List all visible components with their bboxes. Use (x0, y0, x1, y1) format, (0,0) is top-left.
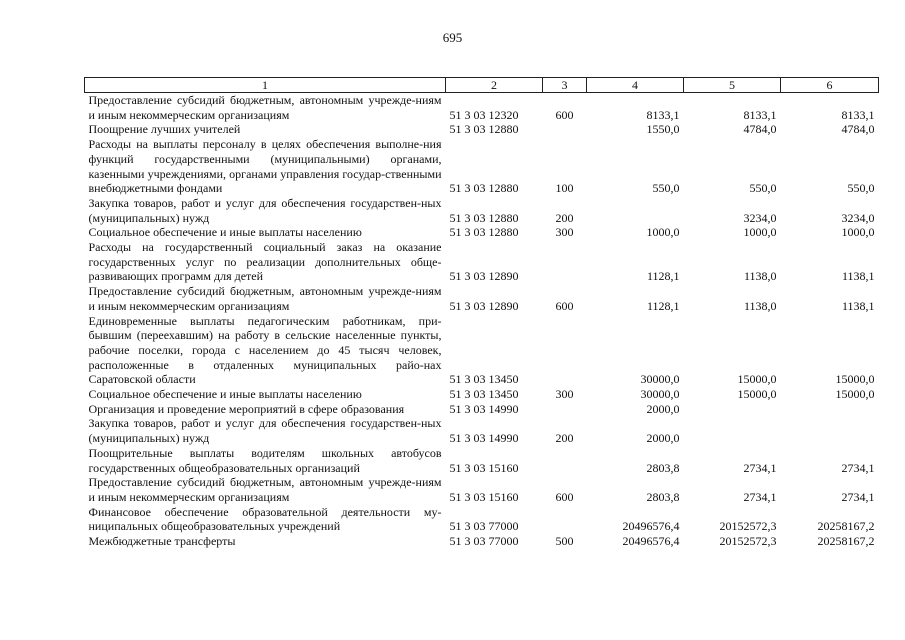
target-code-cell: 51 3 03 13450 (449, 387, 519, 402)
expense-name-cell: Финансовое обеспечение образовательной деятельности му-ниципальных общеобразовательных учреждений (88, 504, 442, 534)
amount-col4-cell: 1550,0 (646, 122, 680, 137)
budget-table (84, 77, 879, 549)
expense-name-cell: Межбюджетные трансферты (88, 534, 236, 549)
target-code-cell: 51 3 03 12880 (449, 181, 519, 196)
expense-type-cell (543, 122, 587, 137)
amount-col6-cell: 2734,1 (841, 460, 875, 475)
table-header-row (85, 78, 879, 93)
target-code-cell: 51 3 03 13450 (449, 372, 519, 387)
column-header: 1 (85, 78, 446, 93)
expense-name-cell: Единовременные выплаты педагогическим работникам, при-бывшим (переехавшим) на работу в сельские населенные пункты, рабочие поселки, города с населением до 45 тысяч человек, расположенные в отдаленных муниципальных райо-нах Саратовской области (88, 313, 442, 387)
amount-col5-cell: 4784,0 (743, 122, 777, 137)
target-code-cell: 51 3 03 15160 (449, 489, 519, 504)
amount-col5-cell: 2734,1 (743, 489, 777, 504)
amount-col5-cell: 15000,0 (737, 387, 777, 402)
amount-col5-cell: 8133,1 (743, 107, 777, 122)
expense-name-cell: Расходы на выплаты персоналу в целях обеспечения выполне-ния функций государственными (муниципальными) органами, казенными учреждениями, органами управления государ-ственными внебюджетными фондами (88, 137, 442, 196)
amount-col4-cell: 2803,8 (646, 489, 680, 504)
expense-name-cell: Закупка товаров, работ и услуг для обеспечения государствен-ных (муниципальных) нужд (88, 195, 442, 225)
amount-col6-cell: 20258167,2 (817, 519, 875, 534)
expense-name-cell: Организация и проведение мероприятий в сфере образования (88, 401, 405, 416)
amount-col4-cell: 1000,0 (646, 225, 680, 240)
expense-type-cell (543, 505, 587, 534)
column-header: 2 (446, 78, 543, 93)
expense-type-cell: 300 (555, 225, 574, 240)
target-code-cell: 51 3 03 77000 (449, 519, 519, 534)
target-code-cell: 51 3 03 12320 (449, 107, 519, 122)
amount-col4-cell: 2000,0 (646, 431, 680, 446)
amount-col4-cell: 20496576,4 (622, 534, 680, 549)
target-code-cell: 51 3 03 77000 (449, 534, 519, 549)
amount-col5-cell: 1138,0 (743, 298, 777, 313)
table-row (85, 416, 879, 445)
expense-name-cell: Предоставление субсидий бюджетным, автономным учрежде-ниям и иным некоммерческим организациям (88, 284, 442, 313)
amount-col6-cell: 1138,1 (841, 269, 875, 284)
amount-col4-cell: 2803,8 (646, 460, 680, 475)
amount-col6-cell (781, 416, 879, 445)
column-header: 5 (684, 78, 781, 93)
amount-col6-cell: 3234,0 (841, 210, 875, 225)
expense-type-cell: 200 (555, 431, 574, 446)
column-header: 3 (543, 78, 587, 93)
amount-col4-cell: 1128,1 (646, 269, 680, 284)
table-row (85, 93, 879, 123)
table-row (85, 534, 879, 549)
amount-col6-cell (781, 402, 879, 417)
expense-type-cell: 200 (555, 210, 574, 225)
amount-col4-cell: 8133,1 (646, 107, 680, 122)
amount-col5-cell: 15000,0 (737, 372, 777, 387)
amount-col5-cell (684, 416, 781, 445)
amount-col6-cell: 1000,0 (841, 225, 875, 240)
amount-col5-cell: 2734,1 (743, 460, 777, 475)
amount-col6-cell: 550,0 (847, 181, 875, 196)
expense-type-cell (543, 240, 587, 284)
amount-col4-cell: 20496576,4 (622, 519, 680, 534)
target-code-cell: 51 3 03 14990 (449, 431, 519, 446)
amount-col6-cell: 4784,0 (841, 122, 875, 137)
table-row (85, 402, 879, 417)
target-code-cell: 51 3 03 12890 (449, 298, 519, 313)
amount-col6-cell: 8133,1 (841, 107, 875, 122)
expense-type-cell (543, 402, 587, 417)
expense-name-cell: Расходы на государственный социальный заказ на оказание государственных услуг по реализации дополнительных обще-развивающих программ для детей (88, 240, 442, 284)
expense-name-cell: Предоставление субсидий бюджетным, автономным учрежде-ниям и иным некоммерческим организациям (88, 475, 442, 504)
expense-type-cell: 600 (555, 298, 574, 313)
table-body (85, 93, 879, 549)
table-row (85, 196, 879, 225)
table-row (85, 122, 879, 137)
target-code-cell: 51 3 03 14990 (449, 401, 519, 416)
target-code-cell: 51 3 03 12880 (449, 225, 519, 240)
amount-col6-cell: 2734,1 (841, 489, 875, 504)
expense-type-cell: 300 (555, 387, 574, 402)
expense-type-cell: 600 (555, 489, 574, 504)
expense-name-cell: Закупка товаров, работ и услуг для обеспечения государствен-ных (муниципальных) нужд (88, 416, 442, 446)
amount-col5-cell (684, 402, 781, 417)
expense-name-cell: Предоставление субсидий бюджетным, автономным учрежде-ниям и иным некоммерческим организациям (88, 93, 442, 122)
table-row (85, 137, 879, 196)
amount-col4-cell: 1128,1 (646, 298, 680, 313)
table-row (85, 240, 879, 284)
expense-type-cell: 600 (555, 107, 574, 122)
amount-col5-cell: 1138,0 (743, 269, 777, 284)
amount-col4-cell: 2000,0 (646, 401, 680, 416)
expense-name-cell: Поощрительные выплаты водителям школьных автобусов государственных общеобразовательных организаций (88, 445, 442, 475)
expense-type-cell: 100 (555, 181, 574, 196)
table-row (85, 314, 879, 388)
amount-col5-cell: 20152572,3 (719, 519, 777, 534)
target-code-cell: 51 3 03 12880 (449, 210, 519, 225)
expense-name-cell: Социальное обеспечение и иные выплаты населению (88, 225, 362, 240)
table-row (85, 225, 879, 240)
amount-col4-cell (587, 196, 684, 225)
amount-col4-cell: 30000,0 (640, 372, 680, 387)
amount-col4-cell: 30000,0 (640, 387, 680, 402)
expense-type-cell (543, 314, 587, 388)
expense-type-cell (543, 446, 587, 475)
amount-col6-cell: 20258167,2 (817, 534, 875, 549)
expense-name-cell: Социальное обеспечение и иные выплаты населению (88, 387, 362, 402)
amount-col5-cell: 1000,0 (743, 225, 777, 240)
amount-col5-cell: 550,0 (749, 181, 777, 196)
amount-col4-cell: 550,0 (652, 181, 680, 196)
amount-col6-cell: 1138,1 (841, 298, 875, 313)
column-header: 4 (587, 78, 684, 93)
page-number: 695 (442, 30, 463, 45)
table-row (85, 475, 879, 504)
target-code-cell: 51 3 03 15160 (449, 460, 519, 475)
expense-name-cell: Поощрение лучших учителей (88, 122, 241, 137)
table-row (85, 446, 879, 475)
target-code-cell: 51 3 03 12890 (449, 269, 519, 284)
amount-col5-cell: 3234,0 (743, 210, 777, 225)
column-header: 6 (781, 78, 879, 93)
target-code-cell: 51 3 03 12880 (449, 122, 519, 137)
expense-type-cell: 500 (555, 534, 574, 549)
table-row (85, 387, 879, 402)
amount-col6-cell: 15000,0 (835, 387, 875, 402)
amount-col6-cell: 15000,0 (835, 372, 875, 387)
amount-col5-cell: 20152572,3 (719, 534, 777, 549)
table-row (85, 284, 879, 313)
table-row (85, 505, 879, 534)
